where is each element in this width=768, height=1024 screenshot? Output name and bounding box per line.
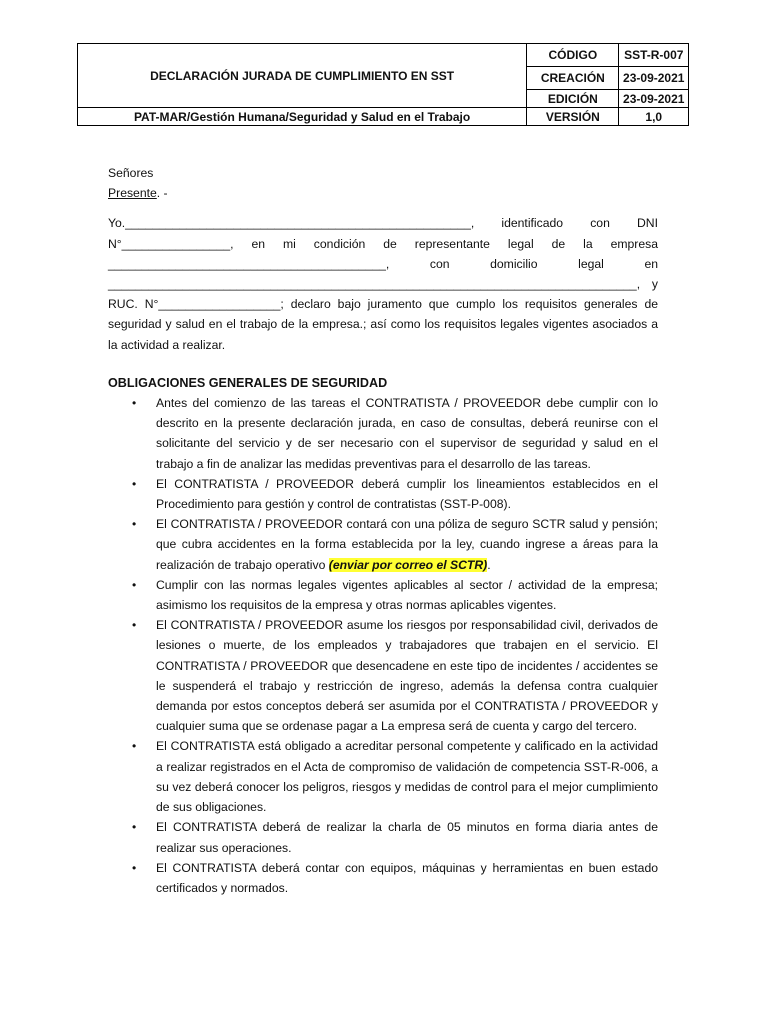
section-title: OBLIGACIONES GENERALES DE SEGURIDAD xyxy=(108,375,388,390)
obligation-text: El CONTRATISTA está obligado a acreditar personal competente y calificado en la actividad a realizar registrados en el Acta de compromiso de validación de competencia SST-R-006, a su vez deberá conocer los peligros, riesgos y medidas de control para el mejor cumplimiento de sus obligaciones. xyxy=(156,739,658,815)
list-item xyxy=(108,817,658,857)
list-item xyxy=(108,615,658,736)
obligation-text-tail: . xyxy=(487,557,491,572)
greeting-suffix: . - xyxy=(156,186,168,201)
list-item xyxy=(108,514,658,575)
obligations-list xyxy=(108,393,658,898)
document-body xyxy=(108,163,658,898)
greeting-line-2 xyxy=(108,183,658,203)
bullet-icon: • xyxy=(132,618,137,633)
document-title: DECLARACIÓN JURADA DE CUMPLIMIENTO EN SST xyxy=(78,44,527,108)
declaration-paragraph: Yo.___________________________________________________, identificado con DNI N°________________, en mi condición de representante legal de la empresa _________________________________________, con domicilio legal en ______________________________________________________________________________, y RUC. N°__________________; declaro bajo juramento que cumplo los requisitos generales de seguridad y salud en el trabajo de la empresa.; así como los requisitos legales vigentes asociados a la actividad a realizar. xyxy=(108,216,658,352)
bullet-icon: • xyxy=(132,396,137,411)
greeting-presente: Presente xyxy=(108,186,157,201)
list-item xyxy=(108,736,658,817)
codigo-label: CÓDIGO xyxy=(527,44,619,67)
bullet-icon: • xyxy=(132,860,137,875)
greeting-line-1: Señores xyxy=(108,166,154,180)
version-value: 1,0 xyxy=(619,108,689,126)
department-label: PAT-MAR/Gestión Humana/Seguridad y Salud en el Trabajo xyxy=(78,108,527,126)
codigo-value: SST-R-007 xyxy=(619,44,689,67)
bullet-icon: • xyxy=(132,517,137,532)
document-header-table xyxy=(77,43,689,126)
creacion-value: 23-09-2021 xyxy=(619,67,689,90)
obligation-text: Antes del comienzo de las tareas el CONTRATISTA / PROVEEDOR debe cumplir con lo descrito en la presente declaración jurada, en caso de consultas, deberá reunirse con el solicitante del servicio y de ser necesario con el supervisor de seguridad y salud en el trabajo a fin de analizar las medidas preventivas para el desarrollo de las tareas. xyxy=(156,396,658,471)
list-item xyxy=(108,575,658,615)
list-item xyxy=(108,474,658,514)
obligation-text: El CONTRATISTA / PROVEEDOR contará con una póliza de seguro SCTR salud y pensión; que cubra accidentes en la forma establecida por la ley, cuando ingrese a áreas para la realización de trabajo operativo xyxy=(156,517,658,572)
bullet-icon: • xyxy=(132,577,137,592)
bullet-icon: • xyxy=(132,739,137,754)
edicion-label: EDICIÓN xyxy=(527,90,619,108)
obligation-text: El CONTRATISTA / PROVEEDOR deberá cumplir los lineamientos establecidos en el Procedimiento para gestión y control de contratistas (SST-P-008). xyxy=(156,476,658,512)
obligation-text: El CONTRATISTA / PROVEEDOR asume los riesgos por responsabilidad civil, derivados de lesiones o muerte, de los empleados y trabajadores que trabajen en el servicio. El CONTRATISTA / PROVEEDOR que desencadene en este tipo de incidentes / accidentes se le suspenderá el trabajo y restricción de ingreso, además la defensa contra cualquier demanda por estos conceptos deberá ser asumida por el CONTRATISTA / PROVEEDOR y cualquier suma que se ordenase pagar a La empresa será de cuenta y cargo del tercero. xyxy=(156,618,658,734)
obligation-text: El CONTRATISTA deberá de realizar la charla de 05 minutos en forma diaria antes de realizar sus operaciones. xyxy=(156,820,658,855)
edicion-value: 23-09-2021 xyxy=(619,90,689,108)
bullet-icon: • xyxy=(132,476,137,491)
list-item xyxy=(108,393,658,474)
obligation-text: Cumplir con las normas legales vigentes aplicables al sector / actividad de la empresa; asimismo los requisitos de la empresa y otras normas aplicables vigentes. xyxy=(156,577,658,613)
list-item xyxy=(108,858,658,898)
sctr-highlight: (enviar por correo el SCTR) xyxy=(328,557,488,572)
version-label: VERSIÓN xyxy=(527,108,619,126)
creacion-label: CREACIÓN xyxy=(527,67,619,90)
obligation-text: El CONTRATISTA deberá contar con equipos, máquinas y herramientas en buen estado certificados y normados. xyxy=(156,860,658,895)
bullet-icon: • xyxy=(132,820,137,835)
